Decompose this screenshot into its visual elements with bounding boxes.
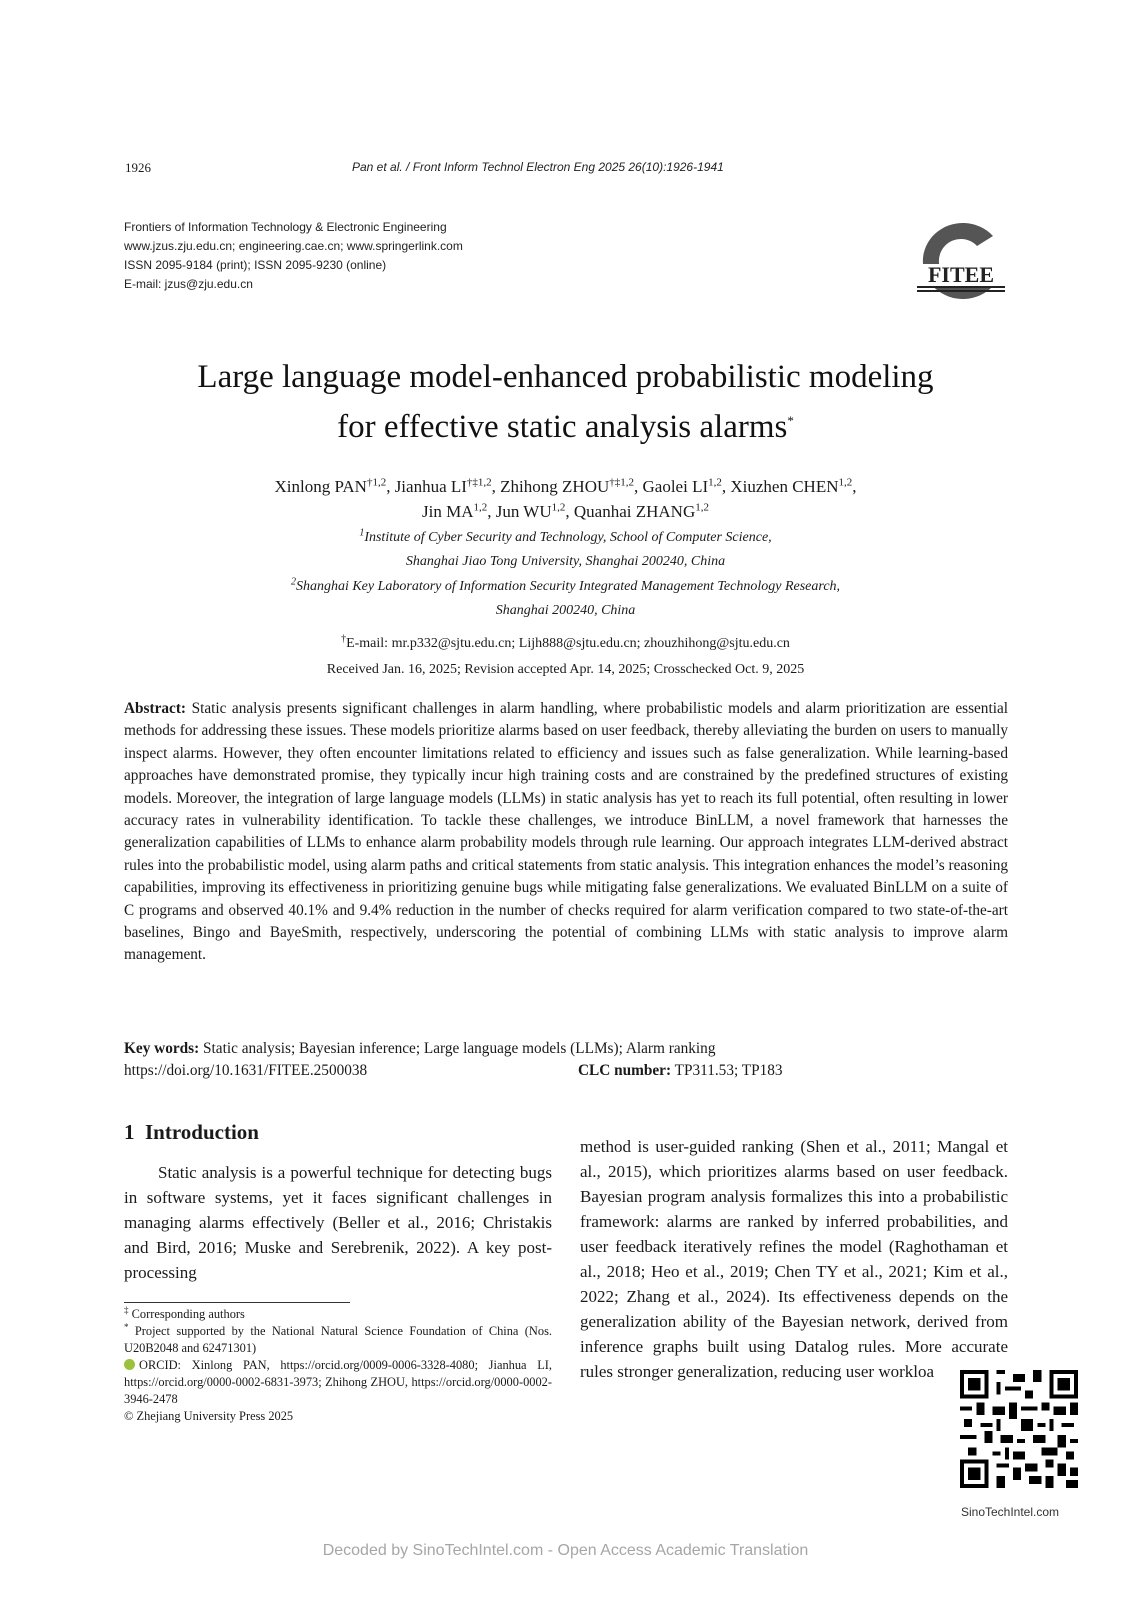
body-right-column: method is user-guided ranking (Shen et al., 2011; Mangal et al., 2015), which prioritizes alarms based on user feedback. Bayesian program analysis formalizes this into a probabilistic framework: alarms are ranked by inferred probabilities, and user feedback iteratively refines the model (Raghothaman et al., 2018; Heo et al., 2019; Chen TY et al., 2021; Kim et al., 2022; Zhang et al., 2024). Its effectiveness depends on the generalization ability of the Bayesian network, derived from inference graphs built using Datalog rules. More accurate rules stronger generalization, reducing user workloa (580, 1137, 1008, 1381)
journal-info (124, 218, 463, 294)
keywords (124, 1038, 1008, 1060)
journal-websites: www.jzus.zju.edu.cn; engineering.cae.cn; www.springerlink.com (124, 239, 463, 253)
affiliation-2: $^2$Shanghai Key Laboratory of Information Security Integrated Management Technology Research, Shanghai 200240, China (290, 576, 841, 618)
footnote-rule (124, 1302, 350, 1303)
keywords-label: Key words: (124, 1040, 200, 1057)
body-left-column: Static analysis is a powerful technique for detecting bugs in software systems, yet it faces significant challenges in managing alarms effectively (Beller et al., 2016; Christakis and Bird, 2016; Muske and Serebrenik, 2022). A key post-processing (124, 1163, 552, 1282)
author: Xinlong PAN (274, 477, 367, 496)
author: Jianhua LI (394, 477, 467, 496)
clc-number: CLC number: TP311.53; TP183 (578, 1062, 783, 1079)
footnote-project: * Project supported by the National Natural Science Foundation of China (Nos. U20B2048 and 62471301) (124, 1321, 552, 1355)
author-line-2: Jin MA$^{1,2}$, Jun WU$^{1,2}$, Quanhai ZHANG$^{1,2}$ (422, 501, 709, 521)
author: Jun WU (495, 502, 552, 521)
title-line-2: for effective static analysis alarms* (337, 409, 794, 445)
footnote-orcid: ORCID: Xinlong PAN, https://orcid.org/0009-0006-3328-4080; Jianhua LI, https://orcid.org/0000-0002-6831-3973; Zhihong ZHOU, https://orcid.org/0000-0002-3946-2478 (124, 1358, 552, 1406)
orcid-icon (124, 1359, 135, 1370)
qr-caption: SinoTechIntel.com (960, 1505, 1060, 1519)
footer-watermark: Decoded by SinoTechIntel.com - Open Access Academic Translation (322, 1542, 809, 1559)
title-line-1: Large language model-enhanced probabilistic modeling (197, 359, 934, 395)
paper-title (0, 352, 1131, 452)
author: Quanhai ZHANG (573, 502, 696, 521)
author: Zhihong ZHOU (500, 477, 610, 496)
journal-email: E-mail: jzus@zju.edu.cn (124, 277, 253, 291)
author: Gaolei LI (642, 477, 709, 496)
running-citation: Pan et al. / Front Inform Technol Electron Eng 2025 26(10):1926-1941 (352, 160, 724, 174)
qr-code-icon[interactable] (960, 1370, 1078, 1488)
page-number: 1926 (125, 160, 151, 175)
author: Xiuzhen CHEN (730, 477, 839, 496)
abstract-label: Abstract: (124, 700, 187, 717)
footnote-copyright: © Zhejiang University Press 2025 (124, 1409, 294, 1423)
footnote-corresponding: ‡ Corresponding authors (124, 1304, 245, 1321)
section-heading: 1 Introduction (124, 1120, 259, 1144)
abstract (124, 698, 1008, 967)
doi-link[interactable]: https://doi.org/10.1631/FITEE.2500038 (124, 1062, 368, 1079)
abstract-text: Static analysis presents significant challenges in alarm handling, where probabilistic models and alarm prioritization are essential methods for addressing these issues. These models prioritize alarms based on user feedback, thereby alleviating the burden on users to manually inspect alarms. However, they often encounter limitations related to efficiency and issues such as false generalization. While learning-based approaches have demonstrated promise, they typically incur high training costs and are constrained by the predefined structures of existing models. Moreover, the integration of large language models (LLMs) in static analysis has yet to reach its full potential, often resulting in lower accuracy rates in vulnerability identification. To tackle these challenges, we introduce BinLLM, a novel framework that harnesses the generalization capabilities of LLMs to enhance alarm probability models through rule learning. Our approach integrates LLM-derived abstract rules into the probabilistic model, using alarm paths and critical statements from static analysis. This integration enhances the model’s reasoning capabilities, improving its effectiveness in prioritizing genuine bugs while mitigating false generalizations. We evaluated BinLLM on a suite of C programs and observed 40.1% and 9.4% reduction in the number of checks required for alarm verification compared to two state-of-the-art baselines, Bingo and BayeSmith, respectively, underscoring the potential of combining LLMs with static analysis to improve alarm management. (124, 700, 1008, 964)
journal-issn: ISSN 2095-9184 (print); ISSN 2095-9230 (online) (124, 258, 387, 272)
fitee-logo (915, 220, 1007, 302)
logo-text: FITEE (927, 262, 995, 287)
received-dates: Received Jan. 16, 2025; Revision accepted Apr. 14, 2025; Crosschecked Oct. 9, 2025 (326, 662, 805, 677)
author-emails: †E-mail: mr.p332@sjtu.edu.cn; Lijh888@sjtu.edu.cn; zhouzhihong@sjtu.edu.cn (341, 633, 790, 651)
author-line-1: Xinlong PAN$^{\dagger 1,2}$, Jianhua LI$^{\dagger\ddagger 1,2}$, Zhihong ZHOU$^{\dagger\ddagger 1,2}$, Gaolei LI$^{1,2}$, Xiuzhen CHEN$^{1,2}$, (274, 476, 857, 496)
author: Jin MA (422, 502, 474, 521)
author-list (0, 474, 1131, 524)
keywords-text: Static analysis; Bayesian inference; Large language models (LLMs); Alarm ranking (203, 1040, 716, 1057)
journal-name: Frontiers of Information Technology & Electronic Engineering (124, 220, 447, 234)
affiliation-1: $^1$Institute of Cyber Security and Technology, School of Computer Science, Shanghai Jiao Tong University, Shanghai 200240, China (359, 527, 772, 569)
